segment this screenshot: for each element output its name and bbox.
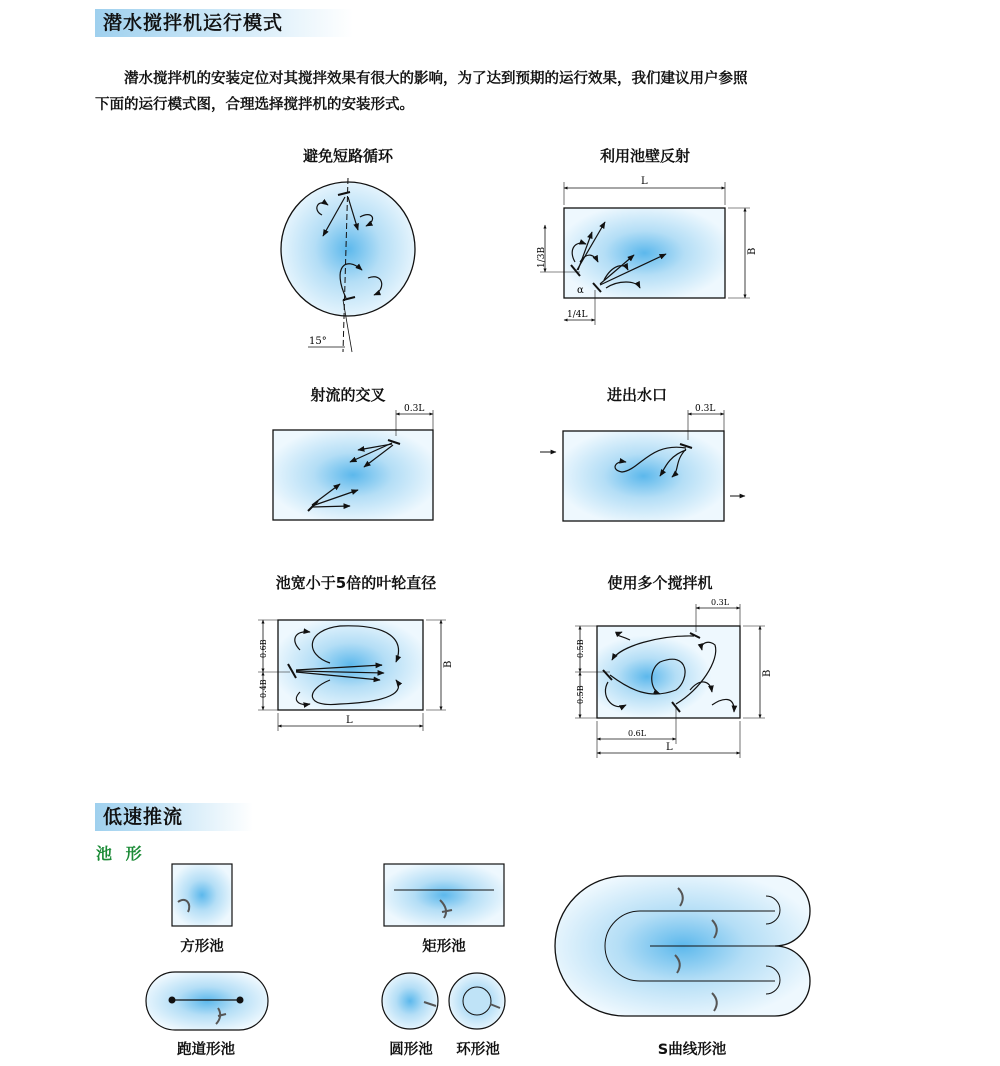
dim-L-top: L xyxy=(641,176,648,187)
section-header-low-speed xyxy=(95,803,253,831)
diagram-jet-crossing xyxy=(273,404,433,520)
diagram-inlet-outlet xyxy=(540,404,745,521)
section-title-low-speed: 低速推流 xyxy=(103,806,184,828)
diagram-wall-reflection xyxy=(537,176,758,325)
caption-racetrack: 跑道形池 xyxy=(177,1042,235,1058)
title-multiple-mixers: 使用多个搅拌机 xyxy=(607,574,713,592)
angle-alpha: α xyxy=(577,285,584,296)
dim-third-B: 1/3B xyxy=(537,246,547,268)
dim-B-right: B xyxy=(747,247,758,255)
pool-shapes-heading: 池 形 xyxy=(96,844,146,863)
title-inlet-outlet: 进出水口 xyxy=(606,386,668,404)
dim-B-narrow: B xyxy=(443,660,454,668)
diagram-multiple-mixers xyxy=(575,598,773,758)
caption-s-curve: S曲线形池 xyxy=(657,1042,727,1058)
dim-0.3L-c: 0.3L xyxy=(711,598,730,607)
pool-square xyxy=(172,864,232,926)
pool-s-curve xyxy=(555,876,810,1016)
dim-quarter-L: 1/4L xyxy=(567,310,588,320)
dim-0.6L: 0.6L xyxy=(628,729,647,738)
dim-0.4B: 0.4B xyxy=(259,679,268,698)
intro-line-1: 潜水搅拌机的安装定位对其搅拌效果有很大的影响，为了达到预期的运行效果，我们建议用户参照 xyxy=(124,71,748,87)
dim-0.3L: 0.3L xyxy=(404,404,425,414)
pool-racetrack xyxy=(146,972,268,1030)
dim-L-multi: L xyxy=(666,742,673,753)
pool-circular xyxy=(382,973,438,1029)
dim-0.5B-lower: 0.5B xyxy=(576,685,585,704)
dim-L-narrow: L xyxy=(346,715,353,726)
dim-0.3L-b: 0.3L xyxy=(695,404,716,414)
title-avoid-short-circuit: 避免短路循环 xyxy=(302,147,394,165)
diagram-narrow-tank xyxy=(258,620,454,731)
dim-0.6B: 0.6B xyxy=(259,639,268,658)
caption-annular: 环形池 xyxy=(456,1042,500,1058)
title-narrow-tank: 池宽小于5倍的叶轮直径 xyxy=(275,574,437,592)
dim-B-multi: B xyxy=(762,669,773,677)
dim-0.5B-upper: 0.5B xyxy=(576,639,585,658)
caption-rectangular: 矩形池 xyxy=(422,939,466,955)
pool-rectangular xyxy=(384,864,504,926)
title-jet-crossing: 射流的交叉 xyxy=(310,386,386,404)
diagram-avoid-short-circuit xyxy=(281,178,415,352)
title-wall-reflection: 利用池壁反射 xyxy=(599,147,691,165)
angle-label-15: 15° xyxy=(309,336,327,347)
pool-annular xyxy=(449,973,505,1029)
caption-circular: 圆形池 xyxy=(389,1042,433,1058)
caption-square: 方形池 xyxy=(180,939,224,955)
intro-line-2: 下面的运行模式图，合理选择搅拌机的安装形式。 xyxy=(95,97,414,113)
section-title: 潜水搅拌机运行模式 xyxy=(103,12,284,34)
